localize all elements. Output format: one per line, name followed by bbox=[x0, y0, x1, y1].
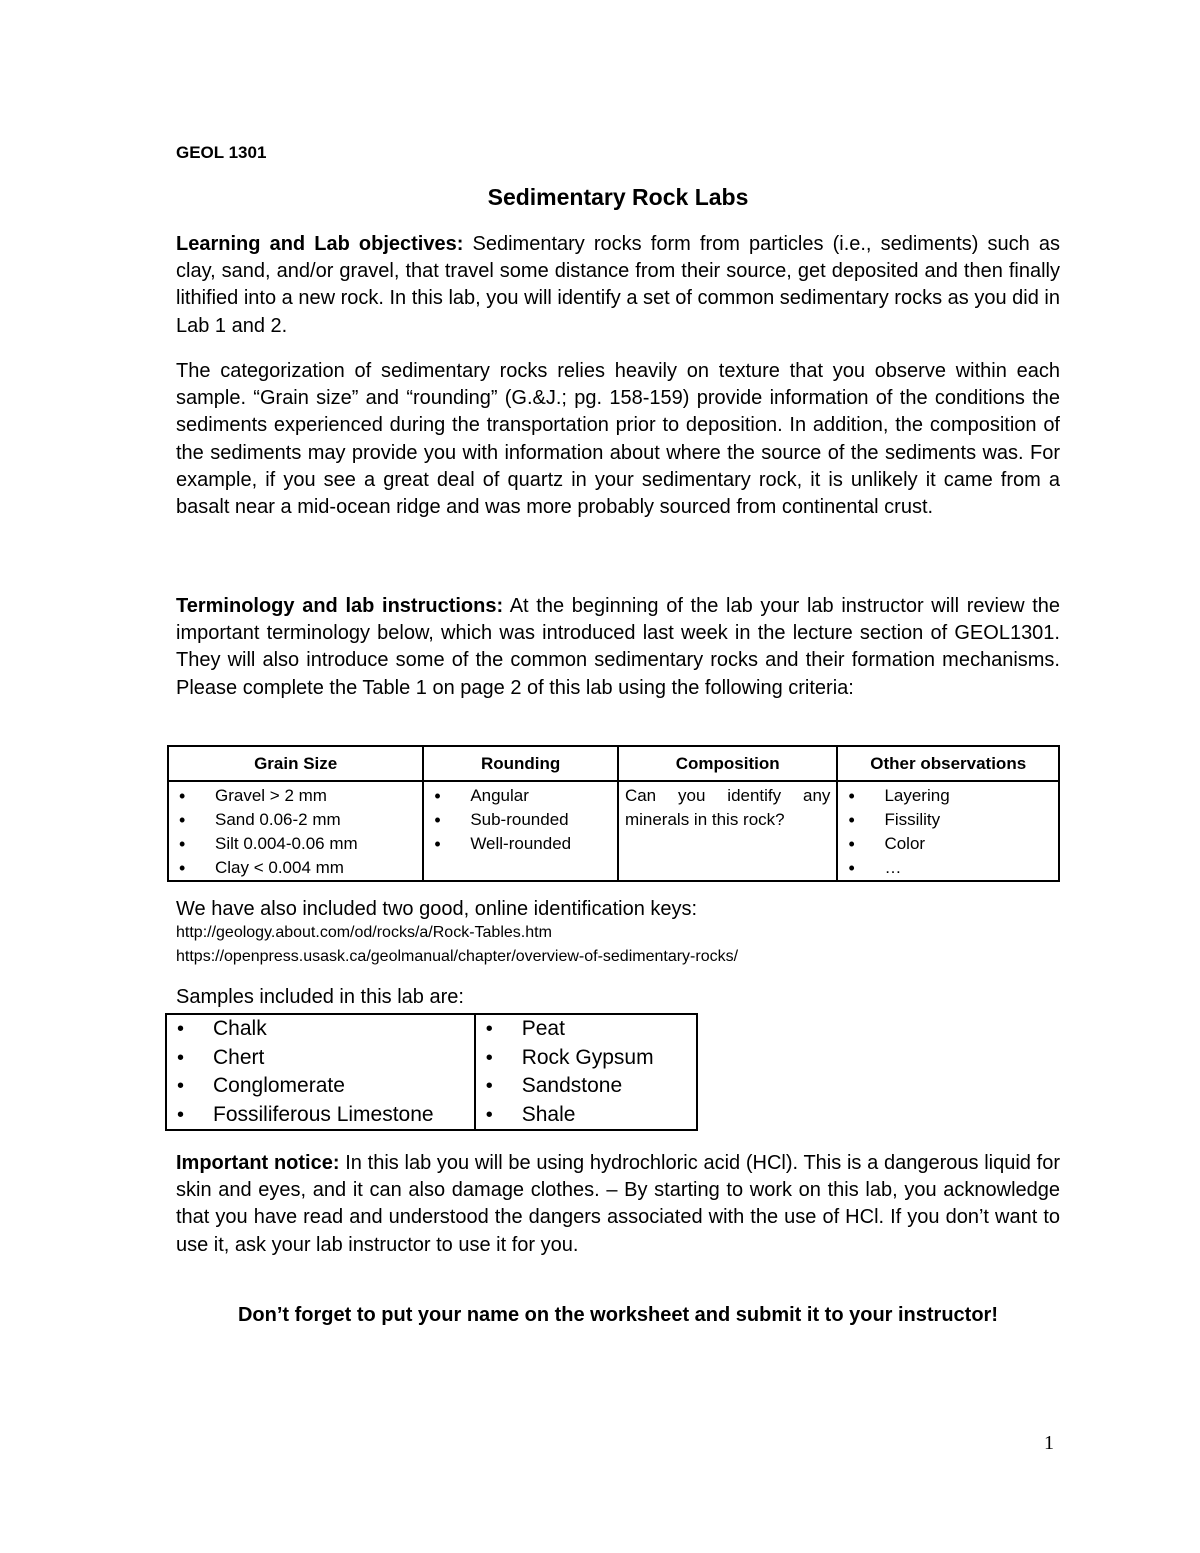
list-item: • Layering bbox=[844, 784, 1052, 808]
course-code: GEOL 1301 bbox=[176, 143, 267, 162]
header-rounding: Rounding bbox=[423, 746, 618, 781]
grain-size-cell bbox=[168, 781, 423, 881]
samples-right-cell bbox=[475, 1014, 697, 1130]
rounding-cell bbox=[423, 781, 618, 881]
list-item: • Well-rounded bbox=[430, 832, 611, 856]
list-item: • Sub-rounded bbox=[430, 808, 611, 832]
list-item: • Fossiliferous Limestone bbox=[173, 1101, 470, 1130]
list-item: • Silt 0.004-0.06 mm bbox=[175, 832, 416, 856]
list-item: • Clay < 0.004 mm bbox=[175, 856, 416, 880]
objectives-label: Learning and Lab objectives: bbox=[176, 233, 464, 255]
list-item: • Color bbox=[844, 832, 1052, 856]
page-title: Sedimentary Rock Labs bbox=[487, 184, 749, 210]
terminology-paragraph bbox=[176, 593, 1060, 702]
header-composition: Composition bbox=[618, 746, 837, 781]
link-rock-tables[interactable]: http://geology.about.com/od/rocks/a/Rock-Tables.htm bbox=[176, 924, 552, 941]
header-grain-size: Grain Size bbox=[168, 746, 423, 781]
composition-cell bbox=[618, 781, 837, 881]
page-number: 1 bbox=[1044, 1432, 1054, 1454]
samples-table bbox=[165, 1013, 698, 1131]
closing-reminder: Don’t forget to put your name on the worksheet and submit it to your instructor! bbox=[237, 1304, 998, 1326]
list-item: • Gravel > 2 mm bbox=[175, 784, 416, 808]
list-item: • Chalk bbox=[173, 1015, 470, 1044]
terminology-label: Terminology and lab instructions: bbox=[176, 595, 504, 617]
list-item: • Shale bbox=[482, 1101, 692, 1130]
objectives-paragraph bbox=[176, 231, 1060, 340]
samples-left-cell bbox=[166, 1014, 475, 1130]
notice-text: In this lab you will be using hydrochloric acid (HCl). This is a dangerous liquid for skin and eyes, and it can also damage clothes. – By starting to work on this lab, you acknowledge that you have read and understood the dangers associated with the use of HCl. If you don’t want to use it, ask your lab instructor to use it for you. bbox=[176, 1152, 1060, 1256]
criteria-header-row bbox=[168, 746, 1059, 781]
samples-heading: Samples included in this lab are: bbox=[176, 986, 464, 1008]
composition-text: Can you identify any minerals in this rock? bbox=[624, 786, 831, 829]
list-item: • Chert bbox=[173, 1044, 470, 1073]
criteria-table bbox=[167, 745, 1060, 882]
objectives-text: Sedimentary rocks form from particles (i.e., sediments) such as clay, sand, and/or gravel, that travel some distance from their source, get deposited and then finally lithified into a new rock. In this lab, you will identify a set of common sedimentary rocks as you did in Lab 1 and 2. bbox=[176, 233, 1061, 337]
list-item: • Rock Gypsum bbox=[482, 1044, 692, 1073]
list-item: • Conglomerate bbox=[173, 1072, 470, 1101]
header-other-observations: Other observations bbox=[837, 746, 1059, 781]
criteria-body-row bbox=[168, 781, 1059, 881]
categorization-paragraph: The categorization of sedimentary rocks relies heavily on texture that you observe within each sample. “Grain size” and “rounding” (G.&J.; pg. 158-159) provide information of the conditions the sediments experienced during the transportation prior to deposition. In addition, the composition of the sediments may provide you with information about where the source of the sediments was. For example, if you see a great deal of quartz in your sedimentary rock, it is unlikely it came from a basalt near a mid-ocean ridge and was more probably sourced from continental crust. bbox=[176, 360, 1060, 519]
list-item: • Fissility bbox=[844, 808, 1052, 832]
notice-label: Important notice: bbox=[176, 1152, 340, 1174]
link-usask-manual[interactable]: https://openpress.usask.ca/geolmanual/chapter/overview-of-sedimentary-rocks/ bbox=[176, 948, 739, 965]
terminology-text: At the beginning of the lab your lab instructor will review the important terminology below, which was introduced last week in the lecture section of GEOL1301. They will also introduce some of the common sedimentary rocks and their formation mechanisms. Please complete the Table 1 on page 2 of this lab using the following criteria: bbox=[176, 595, 1061, 699]
list-item: • Peat bbox=[482, 1015, 692, 1044]
list-item: • Sand 0.06-2 mm bbox=[175, 808, 416, 832]
notice-paragraph bbox=[176, 1150, 1060, 1259]
list-item: • … bbox=[844, 856, 1052, 880]
other-observations-cell bbox=[837, 781, 1059, 881]
keys-heading: We have also included two good, online identification keys: bbox=[176, 898, 698, 920]
list-item: • Angular bbox=[430, 784, 611, 808]
list-item: • Sandstone bbox=[482, 1072, 692, 1101]
